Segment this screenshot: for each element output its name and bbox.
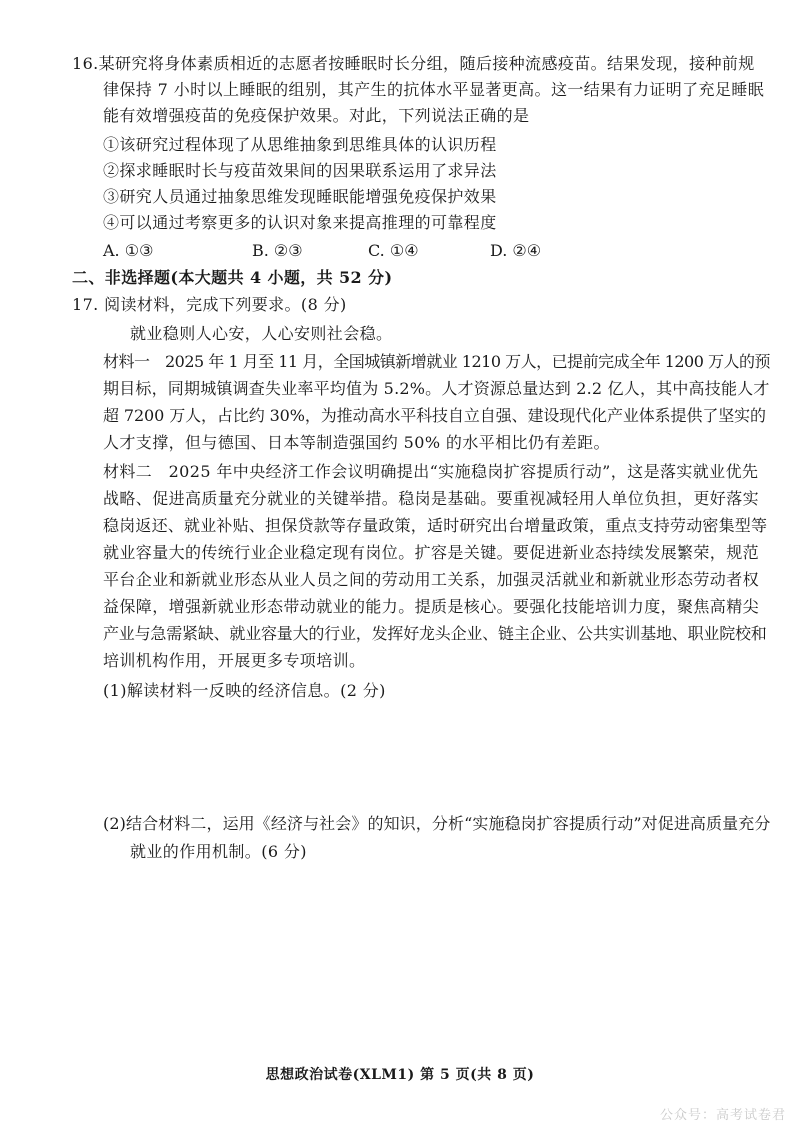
material1-line-4: 人才支撑，但与德国、日本等制造强国约 50% 的水平相比仍有差距。 xyxy=(103,433,610,452)
q17-title: 17. 阅读材料，完成下列要求。(8 分) xyxy=(72,295,347,314)
material2-line-4: 就业容量大的传统行业企业稳定现有岗位。扩容是关键。要促进新业态持续发展繁荣，规范 xyxy=(103,543,760,562)
material2-line-6: 益保障，增强新就业形态带动就业的能力。提质是核心。要强化技能培训力度，聚焦高精尖 xyxy=(103,597,760,616)
q16-statement-2: ②探求睡眠时长与疫苗效果间的因果联系运用了求异法 xyxy=(103,161,497,180)
material2-line-3: 稳岗返还、就业补贴、担保贷款等存量政策，适时研究出台增量政策，重点支持劳动密集型等 xyxy=(103,516,768,535)
q16-stem-line-3: 能有效增强疫苗的免疫保护效果。对此，下列说法正确的是 xyxy=(103,106,530,125)
q16-statement-4: ④可以通过考察更多的认识对象来提高推理的可靠程度 xyxy=(103,213,497,232)
material2-line-7: 产业与急需紧缺、就业容量大的行业，发挥好龙头企业、链主企业、公共实训基地、职业院校和 xyxy=(103,624,767,643)
q16-stem-line-1: 16.某研究将身体素质相近的志愿者按睡眠时长分组，随后接种流感疫苗。结果发现，接种前规 xyxy=(72,54,755,73)
q16-option-b: B. ②③ xyxy=(252,241,303,260)
watermark: 公众号：高考试卷君 xyxy=(659,1108,786,1123)
material1-line-1: 材料一 2025 年 1 月至 11 月，全国城镇新增就业 1210 万人，已提前完成全年 1200 万人的预 xyxy=(103,352,770,371)
material1-line-3: 超 7200 万人，占比约 30%，为推动高水平科技自立自强、建设现代化产业体系提供了坚实的 xyxy=(103,406,766,425)
q17-intro: 就业稳则人心安，人心安则社会稳。 xyxy=(130,324,393,343)
q17-sub-question-1: (1)解读材料一反映的经济信息。(2 分) xyxy=(103,681,386,700)
q16-statement-3: ③研究人员通过抽象思维发现睡眠能增强免疫保护效果 xyxy=(103,187,497,206)
q16-statement-1: ①该研究过程体现了从思维抽象到思维具体的认识历程 xyxy=(103,135,497,154)
q16-option-c: C. ①④ xyxy=(368,241,419,260)
material1-line-2: 期目标，同期城镇调查失业率平均值为 5.2%。人才资源总量达到 2.2 亿人，其中高技能人才 xyxy=(103,379,770,398)
material2-line-1: 材料二 2025 年中央经济工作会议明确提出“实施稳岗扩容提质行动”，这是落实就业优先 xyxy=(103,462,759,481)
q17-sub-question-2-line-1: (2)结合材料二，运用《经济与社会》的知识，分析“实施稳岗扩容提质行动”对促进高质量充分 xyxy=(103,814,771,833)
material2-line-5: 平台企业和新就业形态从业人员之间的劳动用工关系，加强灵活就业和新就业形态劳动者权 xyxy=(103,570,760,589)
section-heading: 二、非选择题(本大题共 4 小题，共 52 分) xyxy=(72,268,393,287)
q17-sub-question-2-line-2: 就业的作用机制。(6 分) xyxy=(130,842,307,861)
material2-line-8: 培训机构作用，开展更多专项培训。 xyxy=(103,651,366,670)
q16-option-a: A. ①③ xyxy=(103,241,154,260)
q16-option-d: D. ②④ xyxy=(490,241,542,260)
material2-line-2: 战略、促进高质量充分就业的关键举措。稳岗是基础。要重视减轻用人单位负担，更好落实 xyxy=(103,489,760,508)
q16-stem-line-2: 律保持 7 小时以上睡眠的组别，其产生的抗体水平显著更高。这一结果有力证明了充足睡眠 xyxy=(103,80,765,99)
page-footer: 思想政治试卷(XLM1) 第 5 页(共 8 页) xyxy=(265,1067,535,1083)
